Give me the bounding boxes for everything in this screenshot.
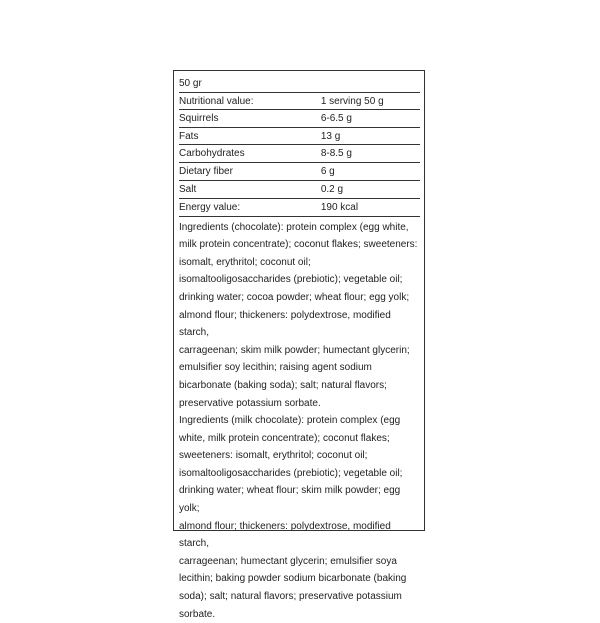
table-row [179, 199, 420, 217]
row-label: Fats [179, 128, 318, 146]
nutrition-panel [173, 70, 425, 620]
table-row [179, 181, 420, 199]
ingredients-chocolate-text: Ingredients (chocolate): protein complex (egg white, milk protein concentrate); coconut flakes; sweeteners: isomalt, erythritol; coconut oil; isomaltooligosaccharides (prebiotic); vegetable oil; drinking water; cocoa powder; wheat flour; egg yolk; almond flour; thickeners: polydextrose, modified starch, carrageenan; skim milk powder; humectant glycerin; emulsifier soy lecithin; raising agent sodium bicarbonate (baking soda); salt; natural flavors; preservative potassium sorbate. [179, 221, 418, 409]
row-value: 8-8.5 g [318, 145, 420, 163]
nutrition-table [179, 92, 420, 217]
ingredients-milk-chocolate-text: Ingredients (milk chocolate): protein complex (egg white, milk protein concentrate); coconut flakes; sweeteners: isomalt, erythritol; coconut oil; isomaltooligosaccharides (prebiotic); vegetable oil; drinking water; wheat flour; skim milk powder; egg yolk; almond flour; thickeners: polydextrose, modified starch, carrageenan; humectant glycerin; emulsifier soya lecithin; baking powder sodium bicarbonate (baking soda); salt; natural flavors; preservative potassium sorbate. [179, 415, 407, 620]
table-row [179, 145, 420, 163]
serving-caption: 50 gr [179, 78, 202, 89]
table-row [179, 163, 420, 181]
table-row [179, 128, 420, 146]
row-label: Energy value: [179, 199, 318, 217]
row-label: Salt [179, 181, 318, 199]
table-row [179, 110, 420, 128]
row-value: 13 g [318, 128, 420, 146]
table-row [179, 92, 420, 110]
row-label: Squirrels [179, 110, 318, 128]
row-label: Nutritional value: [179, 92, 318, 110]
row-value: 1 serving 50 g [318, 92, 420, 110]
row-value: 0.2 g [318, 181, 420, 199]
row-value: 6 g [318, 163, 420, 181]
row-value: 6-6.5 g [318, 110, 420, 128]
row-label: Carbohydrates [179, 145, 318, 163]
row-value: 190 kcal [318, 199, 420, 217]
row-label: Dietary fiber [179, 163, 318, 181]
